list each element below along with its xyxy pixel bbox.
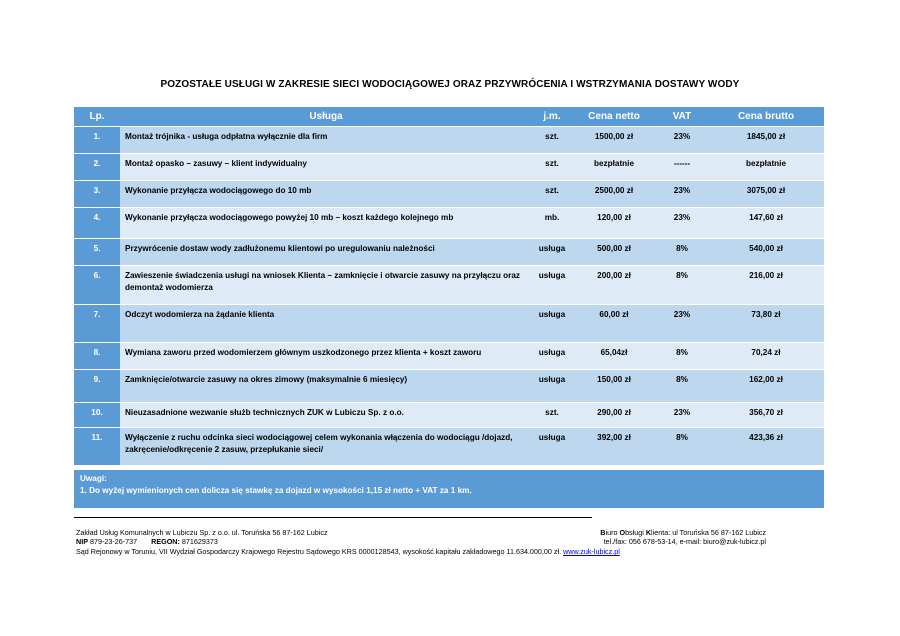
service-name: Montaż trójnika - usługa odpłatna wyłącznie dla firm (120, 127, 532, 154)
service-name: Wymiana zaworu przed wodomierzem głównym uszkodzonego przez klienta + koszt zaworu (120, 343, 532, 370)
gross-price: 162,00 zł (708, 370, 824, 403)
service-name: Odczyt wodomierza na żądanie klienta (120, 305, 532, 343)
col-header-lp: Lp. (74, 107, 120, 127)
table-row (74, 370, 824, 403)
price-table (74, 107, 824, 466)
table-row (74, 181, 824, 208)
net-price: 1500,00 zł (572, 127, 656, 154)
service-name: Zawieszenie świadczenia usługi na wniosek Klienta – zamknięcie i otwarcie zasuwy na przyłączu oraz demontaż wodomierza (120, 266, 532, 305)
col-header-net-price: Cena netto (572, 107, 656, 127)
gross-price: 423,36 zł (708, 428, 824, 466)
unit: szt. (532, 403, 572, 428)
unit: szt. (532, 181, 572, 208)
col-header-vat: VAT (656, 107, 708, 127)
nip-value: 879-23-26-737 (89, 537, 138, 546)
net-price: 392,00 zł (572, 428, 656, 466)
col-header-gross-price: Cena brutto (708, 107, 824, 127)
footer-contact: tel./fax: 056 678-53-14, e-mail: biuro@zuk-lubicz.pl (603, 537, 766, 546)
net-price: 60,00 zł (572, 305, 656, 343)
website-link[interactable]: www.zuk-lubicz.pl (563, 547, 620, 556)
service-name: Przywrócenie dostaw wody zadłużonemu klientowi po uregulowaniu należności (120, 239, 532, 266)
vat-rate: 8% (656, 428, 708, 466)
page-title: POZOSTAŁE USŁUGI W ZAKRESIE SIECI WODOCIĄGOWEJ ORAZ PRZYWRÓCENIA I WSTRZYMANIA DOSTAWY WODY (160, 79, 740, 90)
regon-value: 871629373 (181, 537, 218, 546)
row-number: 5. (74, 239, 120, 266)
footer-office (600, 528, 766, 537)
service-name: Wykonanie przyłącza wodociągowego powyżej 10 mb – koszt każdego kolejnego mb (120, 208, 532, 239)
gross-price: 216,00 zł (708, 266, 824, 305)
footer-company: Zakład Usług Komunalnych w Lubiczu Sp. z o.o. ul. Toruńska 56 87-162 Lubicz (76, 528, 328, 537)
row-number: 3. (74, 181, 120, 208)
gross-price: 3075,00 zł (708, 181, 824, 208)
notes-line: 1. Do wyżej wymienionych cen dolicza się stawkę za dojazd w wysokości 1,15 zł netto + VAT za 1 km. (80, 486, 472, 495)
gross-price: 1845,00 zł (708, 127, 824, 154)
col-header-unit: j.m. (532, 107, 572, 127)
vat-rate: 23% (656, 181, 708, 208)
unit: szt. (532, 154, 572, 181)
gross-price: 356,70 zł (708, 403, 824, 428)
service-name: Nieuzasadnione wezwanie służb technicznych ZUK w Lubiczu Sp. z o.o. (120, 403, 532, 428)
gross-price: 540,00 zł (708, 239, 824, 266)
table-row (74, 239, 824, 266)
vat-rate: 23% (656, 403, 708, 428)
net-price: 150,00 zł (572, 370, 656, 403)
vat-rate: 23% (656, 208, 708, 239)
gross-price: 73,80 zł (708, 305, 824, 343)
service-name: Wykonanie przyłącza wodociągowego do 10 mb (120, 181, 532, 208)
row-number: 9. (74, 370, 120, 403)
office-iuro: iuro (605, 528, 620, 537)
net-price: 290,00 zł (572, 403, 656, 428)
service-name: Wyłączenie z ruchu odcinka sieci wodociągowej celem wykonania włączenia do wodociągu /dojazd, zakręcenie/odkręcenie 2 zasuw, przepłukanie sieci/ (120, 428, 532, 466)
net-price: 2500,00 zł (572, 181, 656, 208)
nip-label: NIP (76, 537, 88, 546)
unit: usługa (532, 305, 572, 343)
vat-rate: 23% (656, 127, 708, 154)
court-text: Sąd Rejonowy w Toruniu, VII Wydział Gospodarczy Krajowego Rejestru Sądowego KRS 0000128543, wysokość kapitału zakładowego 11.634.000,00 zł. (76, 547, 562, 556)
vat-rate: 23% (656, 305, 708, 343)
table-row (74, 343, 824, 370)
net-price: bezpłatnie (572, 154, 656, 181)
net-price: 120,00 zł (572, 208, 656, 239)
net-price: 65,04zł (572, 343, 656, 370)
unit: usługa (532, 343, 572, 370)
office-bslugi: bsługi (625, 528, 646, 537)
notes-box (74, 470, 824, 508)
table-row (74, 208, 824, 239)
row-number: 6. (74, 266, 120, 305)
service-name: Montaż opasko – zasuwy – klient indywidualny (120, 154, 532, 181)
net-price: 200,00 zł (572, 266, 656, 305)
office-o: O (619, 528, 626, 537)
gross-price: 70,24 zł (708, 343, 824, 370)
vat-rate: 8% (656, 343, 708, 370)
office-lienta: lienta: ul Toruńska 56 87-162 Lubicz (651, 528, 766, 537)
table-header-row (74, 107, 824, 127)
table-row (74, 154, 824, 181)
row-number: 2. (74, 154, 120, 181)
unit: szt. (532, 127, 572, 154)
unit: mb. (532, 208, 572, 239)
row-number: 11. (74, 428, 120, 466)
office-k: K (645, 528, 652, 537)
table-row (74, 266, 824, 305)
row-number: 7. (74, 305, 120, 343)
vat-rate: ------ (656, 154, 708, 181)
row-number: 4. (74, 208, 120, 239)
notes-heading: Uwagi: (80, 474, 107, 483)
table-row (74, 428, 824, 466)
table-row (74, 403, 824, 428)
unit: usługa (532, 370, 572, 403)
footer-registration (76, 537, 218, 546)
row-number: 1. (74, 127, 120, 154)
gross-price: 147,60 zł (708, 208, 824, 239)
row-number: 10. (74, 403, 120, 428)
row-number: 8. (74, 343, 120, 370)
office-b: B (600, 528, 606, 537)
footer-court-info (76, 547, 620, 556)
vat-rate: 8% (656, 266, 708, 305)
regon-label: REGON: (151, 537, 180, 546)
col-header-service: Usługa (120, 107, 532, 127)
footer-divider (74, 517, 592, 518)
vat-rate: 8% (656, 239, 708, 266)
table-row (74, 305, 824, 343)
vat-rate: 8% (656, 370, 708, 403)
gross-price: bezpłatnie (708, 154, 824, 181)
service-name: Zamknięcie/otwarcie zasuwy na okres zimowy (maksymalnie 6 miesięcy) (120, 370, 532, 403)
unit: usługa (532, 239, 572, 266)
unit: usługa (532, 428, 572, 466)
unit: usługa (532, 266, 572, 305)
table-row (74, 127, 824, 154)
net-price: 500,00 zł (572, 239, 656, 266)
